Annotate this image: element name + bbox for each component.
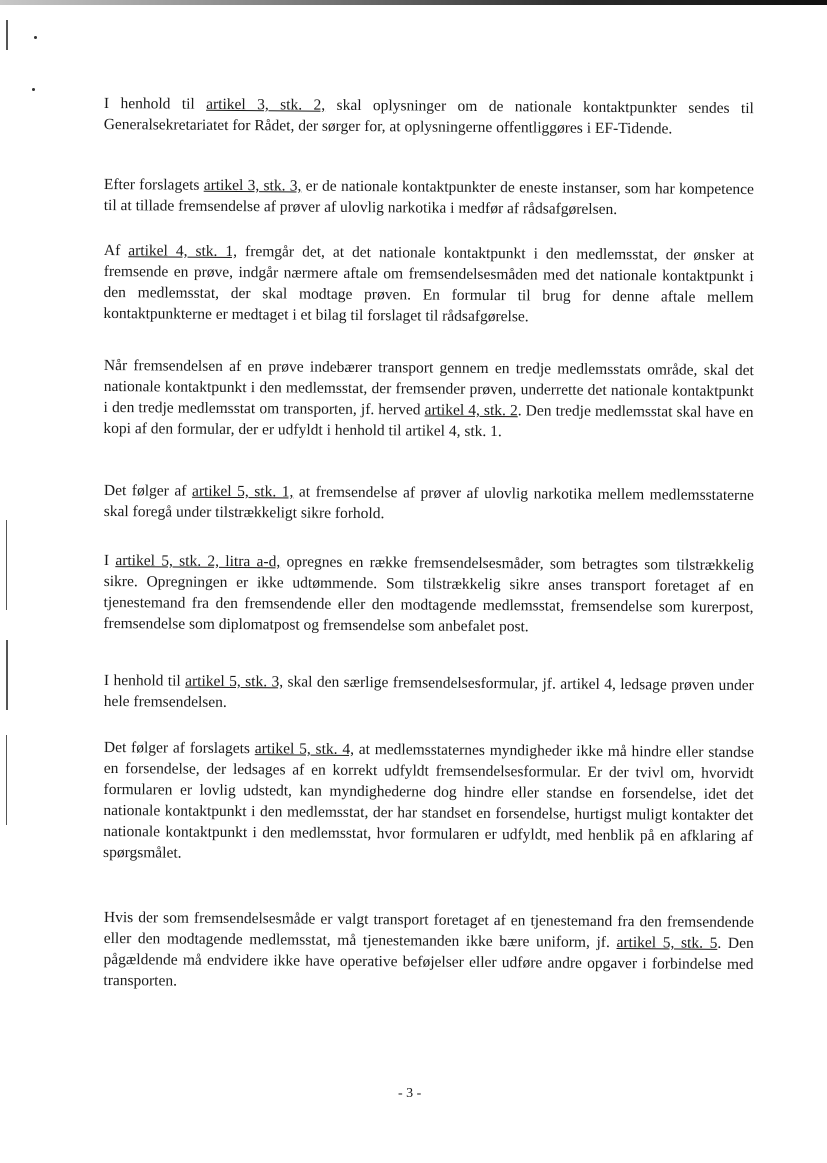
paragraph-text: I henhold til <box>103 94 207 113</box>
paragraph-text: Når fremsendelsen af en prøve indebærer transport gennem en tredje medlemsstats område, skal det nationale kontaktpunkt i den medlemsstat, der fremsender prøven, underrette det nationale kontaktpunkt i den tredje medlemsstat om transporten, jf. herved <box>103 356 754 419</box>
paragraph-8 <box>103 737 754 868</box>
paragraph-9 <box>103 907 754 996</box>
paragraph-text: Det følger af forslagets <box>103 738 255 758</box>
paragraph-text: skal oplysninger om de nationale kontaktpunkter sendes til Generalsekretariatet for Rådet, der sørger for, at oplysningerne offentliggøres i EF-Tidende. <box>103 96 754 138</box>
paragraph-text: . Den pågældende må endvidere ikke have operative beføjelser eller udføre andre opgaver i forbindelse med transporten. <box>103 934 754 990</box>
scan-speck <box>32 88 35 91</box>
paragraph-text: . Den tredje medlemsstat skal have en kopi af den formular, der er udfyldt i henhold til artikel 4, stk. 1. <box>103 402 754 441</box>
paragraph-text: Af <box>103 241 129 260</box>
paragraph-text: fremgår det, at det nationale kontaktpunkt i den medlemsstat, der ønsker at fremsende en prøve, indgår nærmere aftale om fremsendelsesmåden med det nationale kontaktpunkt i den medlemsstat, der skal modtage prøven. En formular til brug for denne aftale mellem kontaktpunkterne er medtaget i et bilag til forslaget til rådsafgørelse. <box>103 243 754 326</box>
paragraph-4 <box>103 355 754 444</box>
scan-speck <box>34 36 37 39</box>
scan-top-edge <box>0 0 827 5</box>
paragraph-text: Det følger af <box>103 481 193 500</box>
paragraph-1 <box>104 93 754 140</box>
paragraph-5 <box>104 480 754 527</box>
paragraph-text: at medlemsstaternes myndigheder ikke må hindre eller standse en forsendelse, der ledsages af en korrekt udfyldt fremsendelsesformular. Er der tvivl om, hvorvidt formularen er lovlig udstedt, kan myndighederne dog hindre eller standse en forsendelse, idet det nationale kontaktpunkt i den medlemsstat, der har standset en forsendelse, hurtigst muligt kontakter det nationale kontaktpunkt i den medlemsstat, hvor formularen er udfyldt, med henblik på en afklaring af spørgsmålet. <box>103 740 754 862</box>
article-reference: artikel 3, stk. 3, <box>203 176 302 195</box>
paragraph-2 <box>104 174 754 221</box>
paragraph-text: er de nationale kontaktpunkter de eneste instanser, som har kompetence til at tillade fremsendelse af prøver af ulovlig narkotika i medfør af rådsafgørelsen. <box>103 177 754 219</box>
paragraph-text: I <box>103 551 116 570</box>
article-reference: artikel 3, stk. 2, <box>206 95 326 114</box>
paragraph-text: opregnes en række fremsendelsesmåder, som betragtes som tilstrækkelig sikre. Opregningen er ikke udtømmende. Som tilstrækkelig sikre anses transport foretaget af en tjenestemand fra den fremsendende eller den modtagende medlemsstat, fremsendelse som kurerpost, fremsendelse som diplomatpost og fremsendelse som anbefalet post. <box>103 553 754 636</box>
scan-margin-mark <box>6 640 8 710</box>
paragraph-text: Efter forslagets <box>103 175 204 194</box>
paragraph-7 <box>104 670 754 717</box>
article-reference: artikel 4, stk. 2 <box>424 401 518 420</box>
paragraph-6 <box>103 550 754 639</box>
paragraph-text: I henhold til <box>103 671 186 690</box>
article-reference: artikel 5, stk. 1, <box>191 482 294 501</box>
article-reference: artikel 5, stk. 3, <box>185 672 284 691</box>
article-reference: artikel 5, stk. 2, litra a-d, <box>115 552 281 571</box>
article-reference: artikel 4, stk. 1, <box>128 242 238 261</box>
scan-margin-mark <box>6 735 7 825</box>
scan-margin-mark <box>6 20 8 50</box>
paragraph-text: skal den særlige fremsendelsesformular, jf. artikel 4, ledsage prøven under hele fremsendelsen. <box>103 673 754 711</box>
article-reference: artikel 5, stk. 5 <box>616 934 718 952</box>
paragraph-3 <box>103 240 754 329</box>
scan-margin-mark <box>6 520 7 610</box>
page-number: - 3 - <box>398 1086 422 1101</box>
article-reference: artikel 5, stk. 4, <box>254 740 355 758</box>
paragraph-text: at fremsendelse af prøver af ulovlig narkotika mellem medlemsstaterne skal foregå under tilstrækkeligt sikre forhold. <box>103 483 754 523</box>
paragraph-text: Hvis der som fremsendelsesmåde er valgt transport foretaget af en tjenestemand fra den fremsendende eller den modtagende medlemsstat, må tjenestemanden ikke bære uniform, jf. <box>103 908 754 952</box>
